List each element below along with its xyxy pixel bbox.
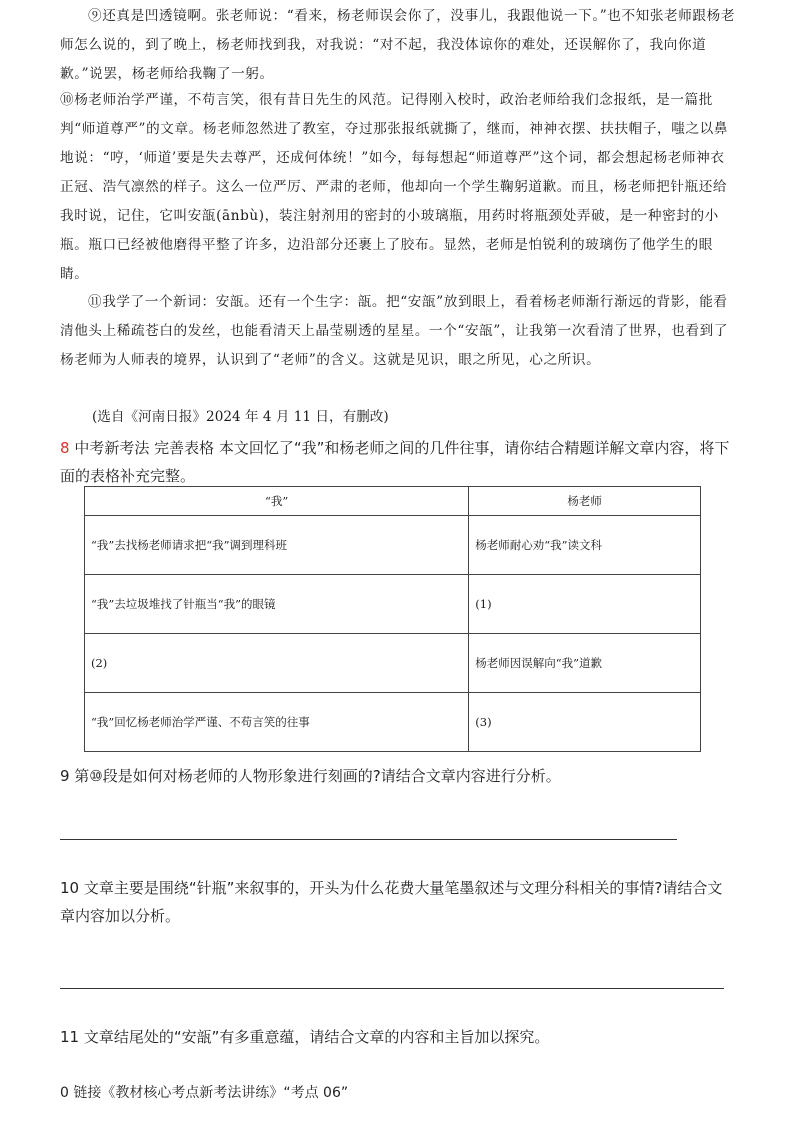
- table-row: [85, 693, 701, 752]
- textbook-link: 0 链接《教材核心考点新考法讲练》“考点 06”: [60, 1085, 349, 1101]
- table-cell: “我”回忆杨老师治学严谨、不苟言笑的往事: [85, 693, 469, 752]
- question-8-text: 中考新考法 完善表格 本文回忆了“我”和杨老师之间的几件往事，请你结合精题详解文章内容，将下面的表格补充完整。: [60, 439, 730, 485]
- table-cell-blank-3[interactable]: (3): [469, 693, 701, 752]
- table-cell: 杨老师耐心劝“我”读文科: [469, 516, 701, 575]
- table-cell: “我”去垃圾堆找了针瓶当“我”的眼镜: [85, 575, 469, 634]
- table-row: [85, 516, 701, 575]
- question-10: 10 文章主要是围绕“针瓶”来叙事的，开头为什么花费大量笔墨叙述与文理分科相关的事情?请结合文章内容加以分析。: [60, 879, 723, 925]
- source-citation: (选自《河南日报》2024 年 4 月 11 日，有删改): [92, 409, 389, 425]
- table-header-row: [85, 487, 701, 516]
- answer-line-9[interactable]: [60, 839, 677, 840]
- table-cell: 杨老师因误解向“我”道歉: [469, 634, 701, 693]
- paragraph-10: ⑩杨老师治学严谨，不苟言笑，很有昔日先生的风范。记得刚入校时，政治老师给我们念报纸，是一篇批判“师道尊严”的文章。杨老师忽然进了教室，夺过那张报纸就撕了，继而，神神衣摆、扶扶帽子，嗤之以鼻地说：“哼，‘师道’要是失去尊严，还成何体统！”如今，每每想起“师道尊严”这个词，都会想起杨老师神衣正冠、浩气凛然的样子。这么一位严厉、严肃的老师，他却向一个学生鞠躬道歉。而且，杨老师把针瓶还给我时说，记住，它叫安瓿(ānbù)，装注射剂用的密封的小玻璃瓶，用药时将瓶颈处弄破，是一种密封的小瓶。瓶口已经被他磨得平整了许多，边沿部分还裹上了胶布。显然，老师是怕锐利的玻璃伤了他学生的眼睛。: [60, 92, 729, 282]
- table-cell-blank-1[interactable]: (1): [469, 575, 701, 634]
- question-8: [60, 434, 736, 490]
- answer-line-10[interactable]: [60, 988, 724, 989]
- question-11: 11 文章结尾处的“安瓿”有多重意蕴，请结合文章的内容和主旨加以探究。: [60, 1028, 550, 1046]
- paragraph-11: ⑪我学了一个新词：安瓿。还有一个生字：瓿。把“安瓿”放到眼上，看着杨老师渐行渐远的背影，能看清他头上稀疏苍白的发丝，也能看清天上晶莹剔透的星星。一个“安瓿”，让我第一次看清了世界，也看到了杨老师为人师表的境界，认识到了“老师”的含义。这就是见识，眼之所见，心之所识。: [60, 294, 729, 368]
- table-header-me: “我”: [85, 487, 469, 516]
- answer-table: [84, 486, 701, 752]
- question-9: 9 第⑩段是如何对杨老师的人物形象进行刻画的?请结合文章内容进行分析。: [60, 767, 561, 785]
- table-row: [85, 634, 701, 693]
- paragraph-9: ⑨还真是凹透镜啊。张老师说：“看来，杨老师误会你了，没事儿，我跟他说一下。”也不知张老师跟杨老师怎么说的，到了晚上，杨老师找到我，对我说：“对不起，我没体谅你的难处，还误解你了，我向你道歉。”说罢，杨老师给我鞠了一躬。: [60, 8, 736, 82]
- table-cell: “我”去找杨老师请求把“我”调到理科班: [85, 516, 469, 575]
- table-row: [85, 575, 701, 634]
- question-8-number: 8: [60, 439, 70, 457]
- table-cell-blank-2[interactable]: (2): [85, 634, 469, 693]
- table-header-teacher: 杨老师: [469, 487, 701, 516]
